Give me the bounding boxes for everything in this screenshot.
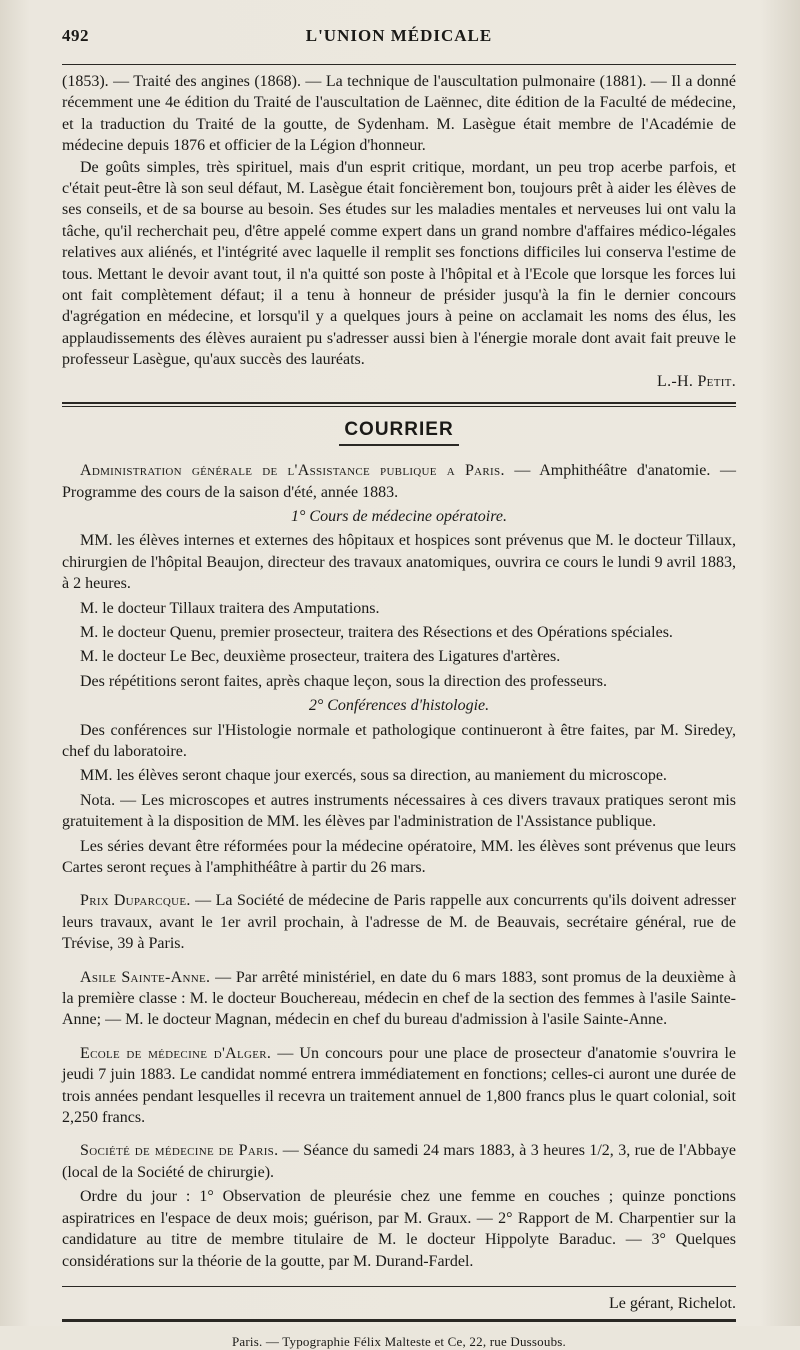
notice-heading: Société de médecine de Paris. (80, 1142, 279, 1160)
notice-item (62, 1043, 736, 1129)
notice-paragraph: MM. les élèves internes et externes des hôpitaux et hospices sont prévenus que M. le docteur Tillaux, chirurgien de l'hôpital Beaujon, directeur des travaux anatomiques, ouvrira ce cours le lundi 9 avril 1883, à 2 heures. (62, 532, 736, 593)
section-title-rule (339, 444, 459, 446)
notice-paragraph: Des conférences sur l'Histologie normale et pathologique continueront à être faites, par M. Siredey, chef du laboratoire. (62, 721, 736, 760)
notices-list (62, 890, 736, 1272)
notice-paragraph: M. le docteur Tillaux traitera des Amputations. (80, 599, 380, 617)
section-separator (62, 402, 736, 407)
running-head (62, 22, 736, 50)
page-number: 492 (62, 26, 89, 45)
notice-paragraph: Les séries devant être réformées pour la médecine opératoire, MM. les élèves sont prévenus que leurs Cartes seront reçues à l'amphithéâtre à partir du 26 mars. (62, 837, 736, 876)
assistance-notice (62, 460, 736, 878)
course-subheading: 2° Conférences d'histologie. (308, 697, 490, 715)
notice-heading: Administration générale de l'Assistance publique a Paris. (80, 462, 505, 480)
obituary-paragraph: (1853). — Traité des angines (1868). — La technique de l'auscultation pulmonaire (1881). — Il a donné récemment une 4e édition du Traité de l'auscultation de Laënnec, dite édition de la Faculté de médecine, et la traduction du Traité de la goutte, de Sydenham. M. Lasègue était membre de l'Académie de médecine depuis 1876 et officier de la Légion d'honneur. (62, 73, 736, 155)
notice-intro: — Amphithéâtre d'anatomie. — Programme des cours de la saison d'été, année 1883. (62, 462, 737, 501)
obituary-paragraph: De goûts simples, très spirituel, mais d'un esprit critique, mordant, un peu trop acerbe parfois, et c'était peut-être là son seul défaut, M. Lasègue était foncièrement bon, toujours prêt à aider les élèves de ses conseils, et de sa bourse au besoin. Ses études sur les maladies mentales et nerveuses lui ont valu la tâche, qu'il recherchait peu, d'être appelé comme expert dans un grand nombre d'affaires médico-légales relatives aux aliénés, et l'intégrité avec laquelle il remplit ses fonctions difficiles lui conserva l'estime de tous. Mettant le devoir avant tout, il n'a quitté son poste à l'hôpital et à l'Ecole que lorsque les forces lui ont fait complètement défaut; il a tenu à honneur de présider jusqu'à la fin le dernier concours d'agrégation en médecine, et lorsqu'il y a quelques jours à peine on acclamait les noms des élus, les applaudissements des élèves auraient pu s'adresser aussi bien à l'énergie morale dont avait fait preuve le professeur Lasègue, qu'aux succès des lauréats. (62, 158, 736, 369)
notice-item (62, 1140, 736, 1183)
notice-text: — Séance du samedi 24 mars 1883, à 3 heures 1/2, 3, rue de l'Abbaye (local de la Société de chirurgie). (62, 1142, 737, 1181)
notice-item (62, 967, 736, 1031)
footer-rule (62, 1286, 736, 1287)
footer-rule-thick (62, 1319, 736, 1322)
header-rule (62, 64, 736, 65)
notice-text: — Par arrêté ministériel, en date du 6 mars 1883, sont promus de la deuxième à la première classe : M. le docteur Bouchereau, médecin en chef de la section des femmes à l'asile Sainte-Anne; — M. le docteur Magnan, médecin en chef du bureau d'admission à l'asile Sainte-Anne. (62, 968, 736, 1029)
notice-heading: Asile Sainte-Anne. (80, 968, 211, 986)
notice-heading: Ecole de médecine d'Alger. (80, 1044, 272, 1062)
obituary-signature: L.-H. Petit. (657, 372, 736, 390)
notice-paragraph: MM. les élèves seront chaque jour exercés, sous sa direction, au maniement du microscope. (80, 767, 667, 785)
notice-paragraph: M. le docteur Le Bec, deuxième prosecteur, traitera des Ligatures d'artères. (80, 648, 561, 666)
notice-paragraph: Nota. — Les microscopes et autres instruments nécessaires à ces divers travaux pratiques seront mis gratuitement à la disposition de MM. les élèves par l'administration de l'Assistance publique. (62, 791, 736, 831)
notice-text: — La Société de médecine de Paris rappelle aux concurrents qu'ils doivent adresser leurs travaux, avant le 1er avril prochain, à l'adresse de M. de Beauvais, secrétaire général, rue de Trévise, 39 à Paris. (62, 892, 736, 953)
notice-paragraph: Des répétitions seront faites, après chaque leçon, sous la direction des professeurs. (80, 672, 607, 690)
notice-text: — Un concours pour une place de prosecteur d'anatomie s'ouvrira le jeudi 7 juin 1883. Le candidat nommé entrera immédiatement en fonctions; celles-ci auront une durée de trois années pendant lesquelles il recevra un traitement annuel de 1,800 francs plus le quart colonial, soit 2,250 francs. (62, 1044, 737, 1127)
section-title: COURRIER (344, 419, 454, 441)
printer-imprint: Paris. — Typographie Félix Malteste et Ce, 22, rue Dussoubs. (231, 1333, 566, 1349)
course-subheading: 1° Cours de médecine opératoire. (291, 507, 507, 525)
agenda: Ordre du jour : 1° Observation de pleurésie chez une femme en couches ; quinze ponctions aspiratrices en l'espace de deux mois; guérison, par M. Graux. — 2° Rapport de M. Charpentier sur la candidature au titre de membre titulaire de M. le docteur Hippolyte Baraduc. — 3° Quelques considérations sur la théorie de la goutte, par M. Durand-Fardel. (62, 1188, 736, 1270)
notice-paragraph: M. le docteur Quenu, premier prosecteur, traitera des Résections et des Opérations spéciales. (80, 623, 673, 641)
journal-title: L'UNION MÉDICALE (305, 26, 493, 45)
notice-heading: Prix Duparcque. (80, 892, 191, 910)
gerant-signature: Le gérant, Richelot. (608, 1294, 736, 1312)
notice-item (62, 890, 736, 954)
obituary-continuation (62, 71, 736, 392)
